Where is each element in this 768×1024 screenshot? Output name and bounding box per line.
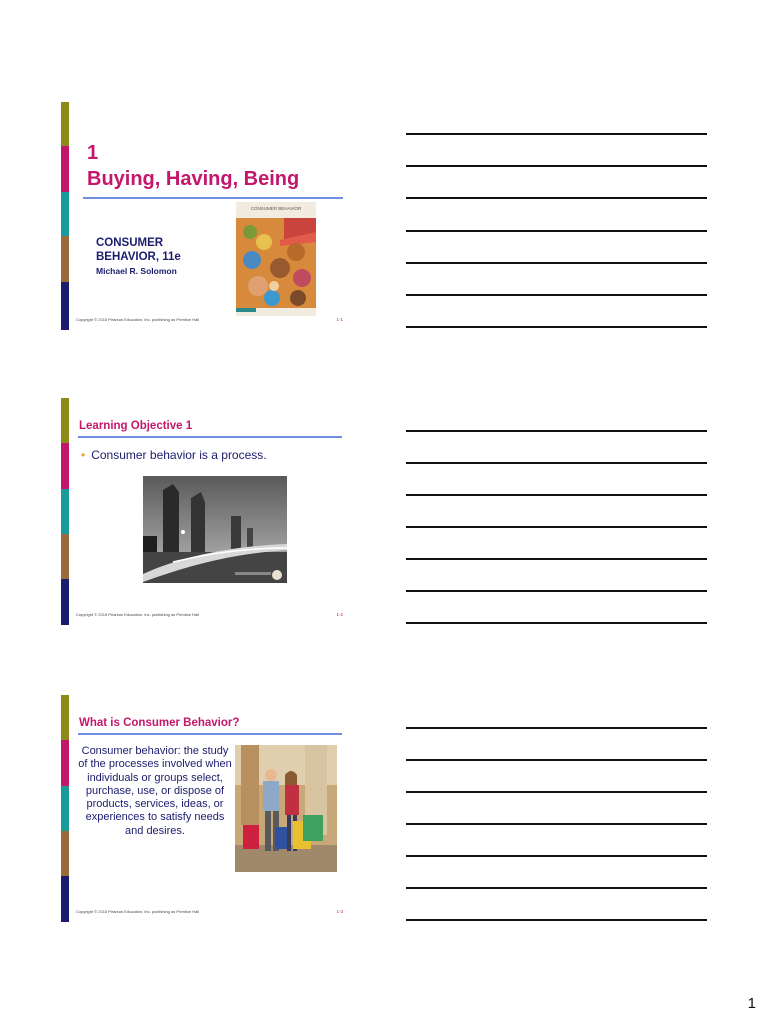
note-line xyxy=(406,133,707,135)
note-line xyxy=(406,727,707,729)
note-line xyxy=(406,526,707,528)
note-line xyxy=(406,462,707,464)
bullet-dot-icon: • xyxy=(81,448,86,462)
note-line xyxy=(406,759,707,761)
note-line xyxy=(406,326,707,328)
page-number: 1 xyxy=(747,995,756,1012)
note-line xyxy=(406,197,707,199)
note-line xyxy=(406,165,707,167)
note-line xyxy=(406,823,707,825)
note-line xyxy=(406,558,707,560)
book-title: CONSUMER BEHAVIOR, 11e xyxy=(96,237,181,263)
note-line xyxy=(406,430,707,432)
note-line xyxy=(406,590,707,592)
slide-heading: What is Consumer Behavior? xyxy=(79,717,240,729)
slide-number: 1-2 xyxy=(336,612,343,617)
copyright-text: Copyright © 2015 Pearson Education, Inc. publishing as Prentice Hall xyxy=(76,612,200,617)
title-rule xyxy=(83,197,343,199)
note-line xyxy=(406,262,707,264)
slide-3 xyxy=(61,695,347,922)
slide-2 xyxy=(61,398,347,625)
author-name: Michael R. Solomon xyxy=(96,266,177,276)
slide-1 xyxy=(61,102,347,330)
bullet-item: • Consumer behavior is a process. xyxy=(81,448,267,462)
definition-text: Consumer behavior: the study of the processes involved when individuals or groups select, purchase, use, or dispose of products, services, ideas, or experiences to satisfy needs and desires. xyxy=(78,745,232,837)
note-line xyxy=(406,919,707,921)
slide-number: 1-3 xyxy=(336,909,343,914)
color-strip xyxy=(61,695,69,922)
slide-title: Buying, Having, Being xyxy=(87,168,300,190)
note-line xyxy=(406,887,707,889)
note-line xyxy=(406,855,707,857)
book-cover-image xyxy=(236,202,316,316)
color-strip xyxy=(61,102,69,330)
city-highway-image xyxy=(143,476,287,583)
copyright-text: Copyright © 2015 Pearson Education, Inc. publishing as Prentice Hall xyxy=(76,909,200,914)
slide-number: 1-1 xyxy=(336,317,343,322)
note-line xyxy=(406,294,707,296)
note-line xyxy=(406,230,707,232)
note-line xyxy=(406,622,707,624)
note-line xyxy=(406,494,707,496)
chapter-number: 1 xyxy=(87,142,99,164)
slide-heading: Learning Objective 1 xyxy=(79,420,193,432)
svg-text:CONSUMER BEHAVIOR: CONSUMER BEHAVIOR xyxy=(250,206,302,211)
copyright-text: Copyright © 2015 Pearson Education, Inc. publishing as Prentice Hall xyxy=(76,317,200,322)
heading-rule xyxy=(78,436,342,438)
heading-rule xyxy=(78,733,342,735)
note-line xyxy=(406,791,707,793)
shopping-couple-image xyxy=(235,745,337,872)
color-strip xyxy=(61,398,69,625)
